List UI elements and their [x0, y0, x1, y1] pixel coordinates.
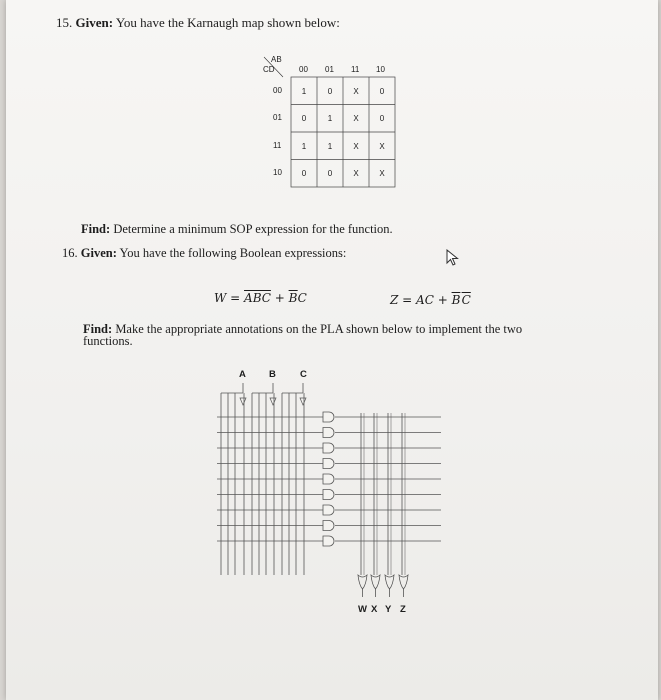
kmap-col-header: 11	[351, 65, 360, 74]
kmap-cell: 1	[327, 141, 333, 151]
pla-input-buffer	[300, 398, 306, 405]
pla-input-buffer	[240, 398, 246, 405]
kmap-col-header: 10	[376, 65, 385, 74]
kmap-col-header: 00	[299, 65, 308, 74]
kmap-col-header: 01	[325, 65, 334, 74]
kmap-cell: 0	[327, 168, 333, 178]
pla-input-label: B	[269, 369, 276, 380]
pla-and-gate	[323, 428, 334, 438]
kmap-cell: X	[379, 141, 385, 151]
kmap-cell: X	[353, 113, 359, 123]
pla-input-buffer	[270, 398, 276, 405]
pla-or-gate	[358, 575, 367, 589]
kmap-cell: 1	[327, 113, 333, 123]
pla-output-label: Y	[385, 604, 392, 615]
pla-and-gate	[323, 459, 334, 469]
kmap-cell: 1	[301, 86, 307, 96]
pla-and-gate	[323, 521, 334, 531]
pla-and-gate	[323, 490, 334, 500]
problem-16-heading: 16. Given: You have the following Boolean expressions:	[62, 246, 347, 260]
kmap-cell: X	[353, 168, 359, 178]
kmap-cell: 0	[379, 86, 385, 96]
problem-15-find: Find: Determine a minimum SOP expression for the function.	[81, 222, 393, 236]
kmap-row-header: 11	[273, 141, 282, 150]
pla-and-gate	[323, 474, 334, 484]
pla-and-gate	[323, 536, 334, 546]
kmap-col-var: AB	[271, 55, 282, 64]
pla-output-label: X	[371, 604, 378, 615]
kmap-cell: 0	[301, 113, 307, 123]
pla-and-gate	[323, 443, 334, 453]
pla-and-gate	[323, 412, 334, 422]
kmap-row-var: CD	[263, 65, 275, 74]
pla-output-label: Z	[400, 604, 406, 615]
pla-input-label: C	[300, 369, 307, 380]
pla-or-gate	[371, 575, 380, 589]
kmap-cell: X	[379, 168, 385, 178]
equation-w: $W = \overline{ABC} + \overline{B}C$	[214, 291, 307, 305]
pla-input-label: A	[239, 369, 246, 380]
kmap-cell: X	[353, 86, 359, 96]
pla-output-label: W	[358, 604, 367, 615]
pla-or-gate	[399, 575, 408, 589]
kmap-row-header: 00	[273, 86, 282, 95]
problem-15-heading: 15. Given: You have the Karnaugh map shown below:	[56, 15, 340, 30]
pla-and-gate	[323, 505, 334, 515]
kmap-row-header: 01	[273, 113, 282, 122]
kmap-cell: 0	[379, 113, 385, 123]
pla-or-gate	[385, 575, 394, 589]
worksheet-page	[6, 0, 658, 700]
kmap-cell: 0	[327, 86, 333, 96]
kmap-cell: 0	[301, 168, 307, 178]
pla-grid	[211, 365, 451, 615]
mouse-cursor-icon	[446, 249, 460, 267]
problem-16-find-cont: functions.	[83, 334, 133, 348]
equation-z: Z = AC + $\overline{B}$ $\overline{C}$	[390, 293, 471, 307]
kmap-cell: X	[353, 141, 359, 151]
kmap-row-header: 10	[273, 168, 282, 177]
kmap-cell: 1	[301, 141, 307, 151]
problem-16-find: Find: Make the appropriate annotations on the PLA shown below to implement the two	[83, 322, 523, 336]
